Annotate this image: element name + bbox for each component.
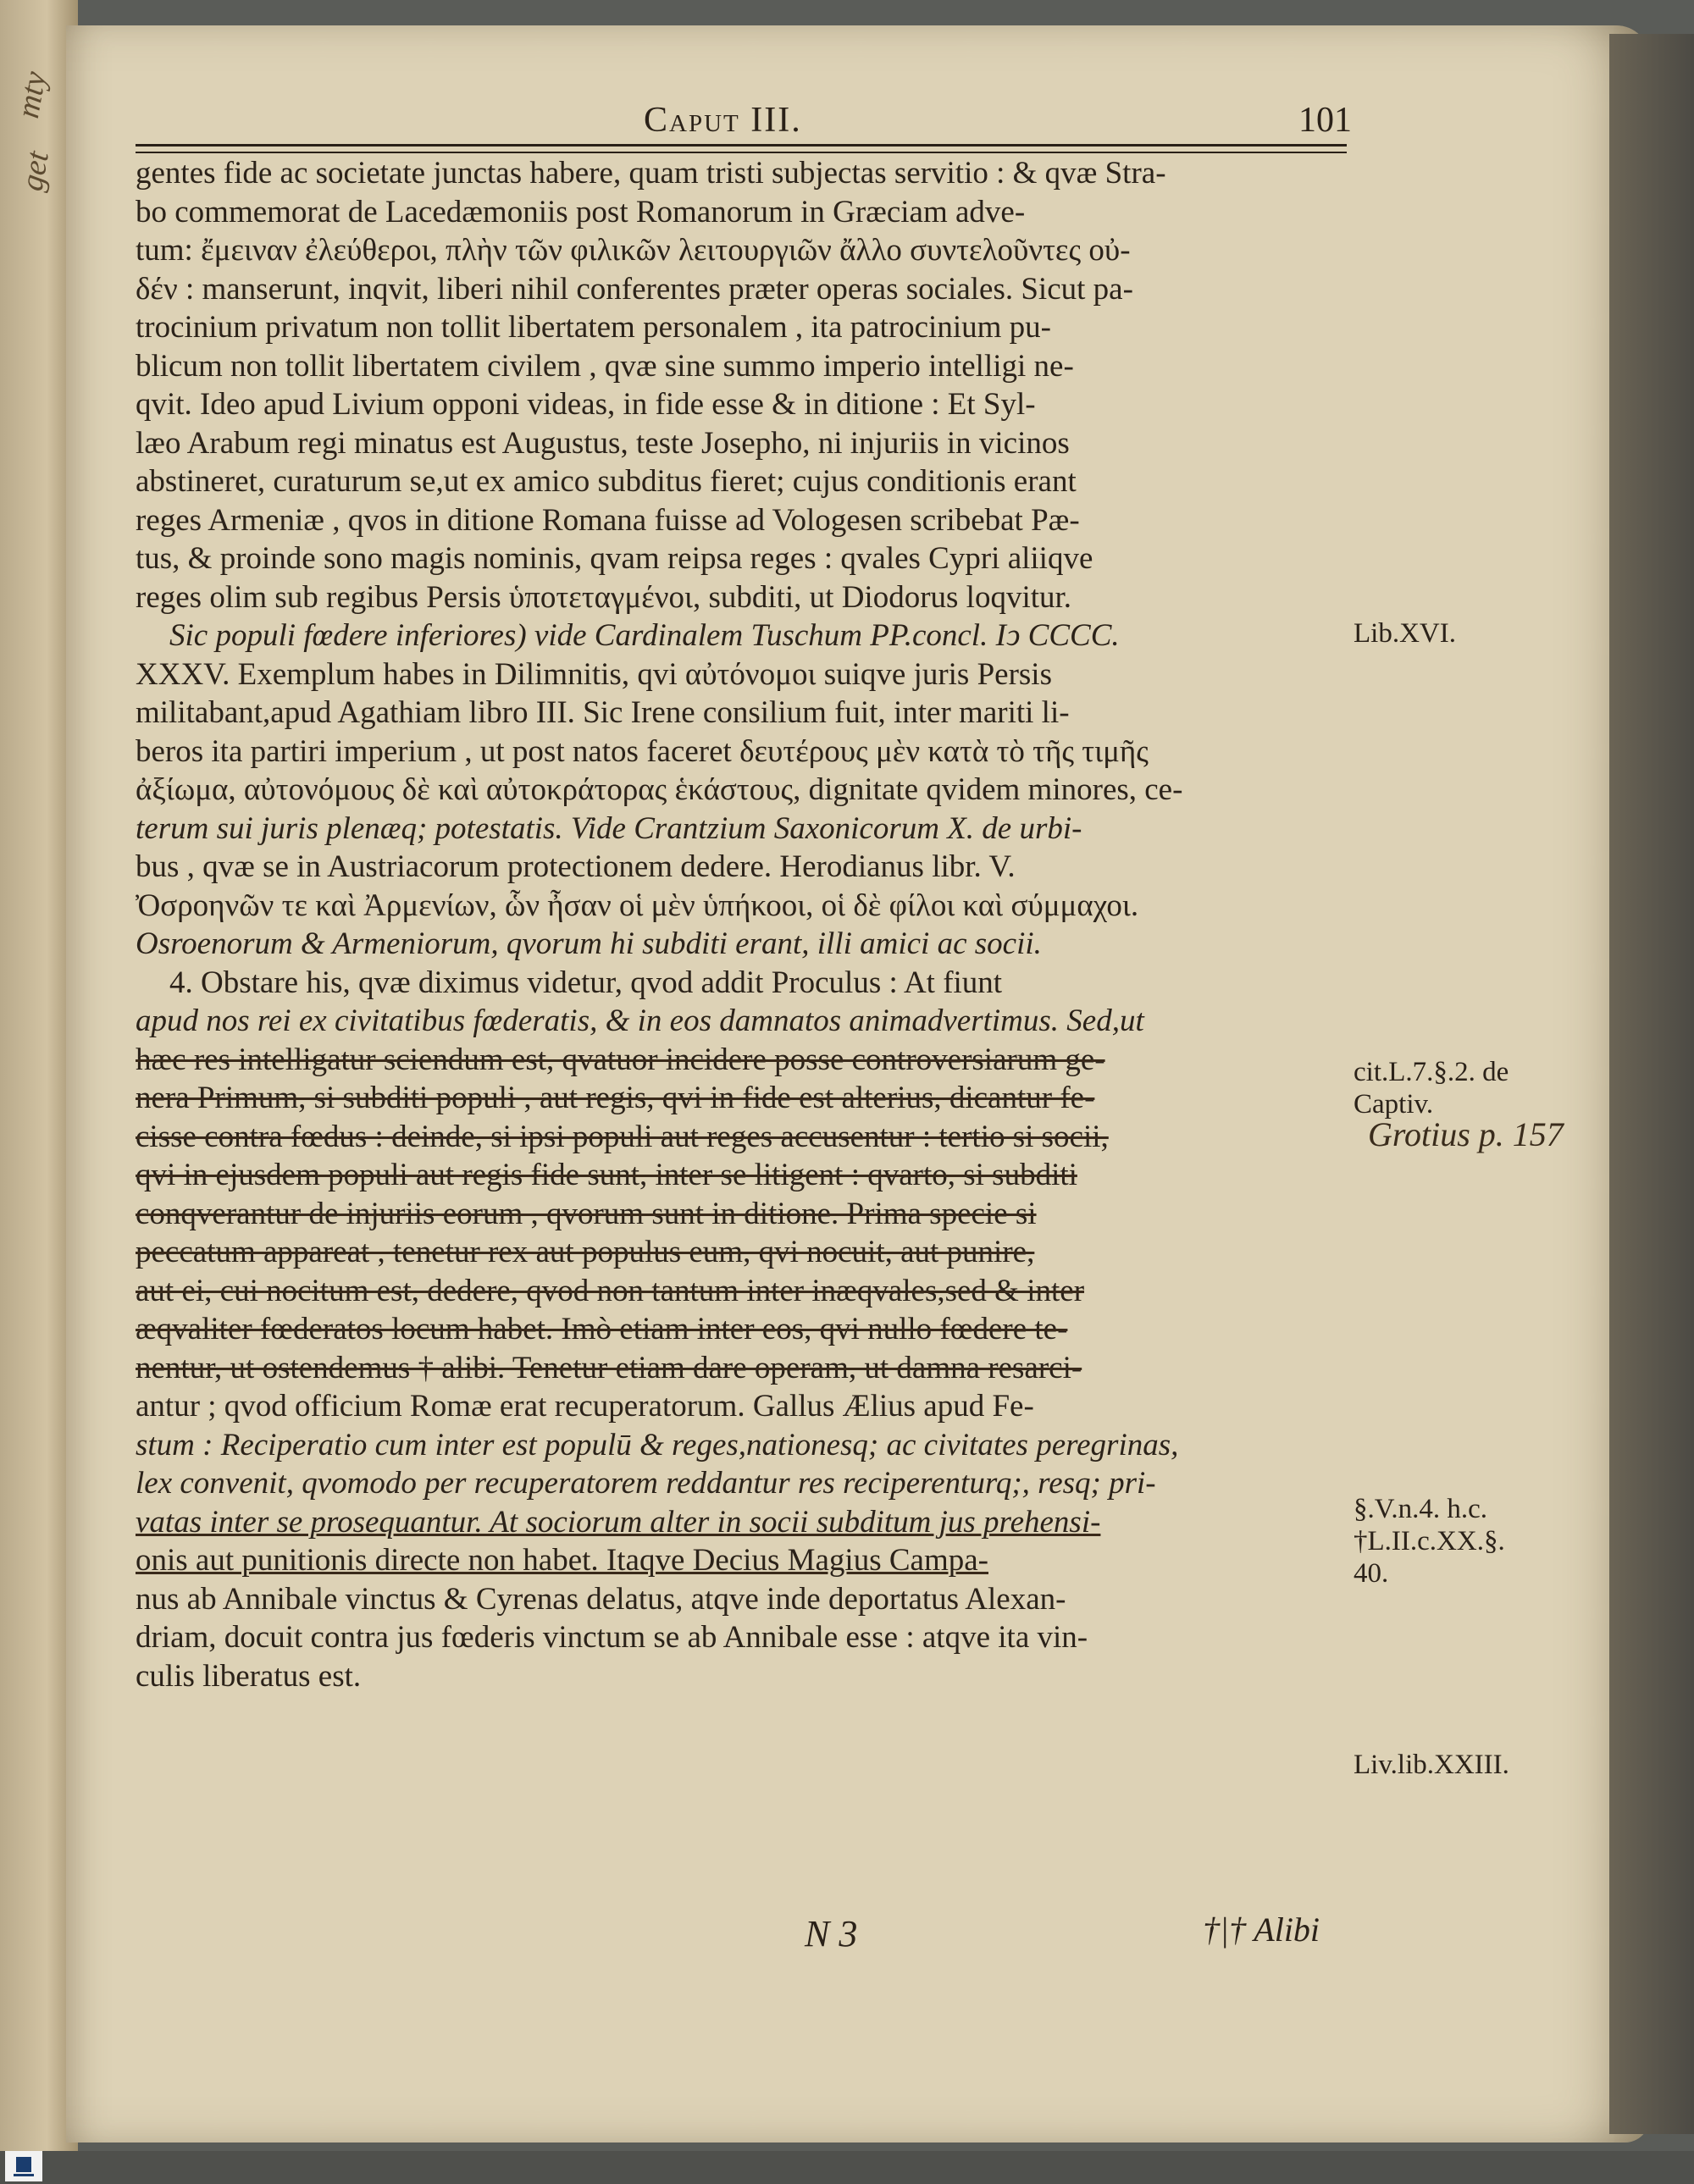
- book-spine: [1609, 34, 1694, 2134]
- text-line: onis aut punitionis directe non habet. Itaqve Decius Magius Campa-: [136, 1543, 988, 1578]
- running-header: [136, 100, 1352, 151]
- text-line: bo commemorat de Lacedæmoniis post Romanorum in Græciam adve-: [136, 194, 1026, 229]
- text-line: aut ei, cui nocitum est, dedere, qvod non tantum inter inæqvales,sed & inter: [136, 1273, 1085, 1308]
- text-line: reges olim sub regibus Persis ὑποτεταγμένοι, subditi, ut Diodorus loqvitur.: [136, 579, 1072, 615]
- margin-note-liv: Liv.lib.XXIII.: [1354, 1750, 1509, 1780]
- margin-note-lib-xvi: Lib.XVI.: [1354, 618, 1456, 649]
- body-text: [136, 154, 1347, 1695]
- text-line: reges Armeniæ , qvos in ditione Romana fuisse ad Vologesen scribebat Pæ-: [136, 502, 1080, 538]
- left-page-scrawl-1: mty: [9, 69, 53, 121]
- viewer-bottom-bar: [0, 2151, 1694, 2184]
- text-line: XXXV. Exemplum habes in Dilimnitis, qvi αὐτόνομοι suiqve juris Persis: [136, 656, 1052, 692]
- text-line: Sic populi fœdere inferiores) vide Cardinalem Tuschum PP.concl. Iↄ CCCC.: [169, 618, 1120, 653]
- text-line: ἀξίωμα, αὐτονόμους δὲ καὶ αὐτοκράτορας ἑκάστους, dignitate qvidem minores, ce-: [136, 772, 1183, 807]
- text-line: nentur, ut ostendemus † alibi. Tenetur etiam dare operam, ut damna resarci-: [136, 1350, 1082, 1385]
- text-line: æqvaliter fœderatos locum habet. Imò etiam inter eos, qvi nullo fœdere te-: [136, 1312, 1068, 1346]
- text-line: qvit. Ideo apud Livium opponi videas, in fide esse & in ditione : Et Syl-: [136, 387, 1036, 422]
- signature-mark: N 3: [805, 1913, 858, 1955]
- text-line: abstineret, curaturum se,ut ex amico subditus fieret; cujus conditionis erant: [136, 464, 1077, 499]
- text-line: hæc res intelligatur sciendum est, qvatuor incidere posse controversiarum ge-: [136, 1042, 1105, 1077]
- text-line: trocinium privatum non tollit libertatem personalem , ita patrocinium pu-: [136, 310, 1051, 345]
- handwritten-margin-note: Grotius p. 157: [1368, 1115, 1564, 1153]
- margin-note-forty: 40.: [1354, 1558, 1389, 1589]
- text-line: antur ; qvod officium Romæ erat recuperatorum. Gallus Ælius apud Fe-: [136, 1389, 1034, 1424]
- text-line: apud nos rei ex civitatibus fœderatis, & in eos damnatos animadvertimus. Sed,ut: [136, 1004, 1144, 1038]
- text-line: culis liberatus est.: [136, 1658, 362, 1694]
- text-line: cisse contra fœdus : deinde, si ipsi populi aut reges accusentur : tertio si socii,: [136, 1119, 1109, 1154]
- text-line: beros ita partiri imperium , ut post natos faceret δευτέρους μὲν κατὰ τὸ τῆς τιμῆς: [136, 733, 1149, 769]
- text-line: 4. Obstare his, qvæ diximus videtur, qvod addit Proculus : At fiunt: [169, 965, 1003, 1000]
- page-number: 101: [1298, 101, 1352, 140]
- margin-note-ref: †L.II.c.XX.§.: [1354, 1526, 1505, 1556]
- text-line: Ὀσροηνῶν τε καὶ Ἀρμενίων, ὧν ἦσαν οἱ μὲν ὑπήκοοι, οἱ δὲ φίλοι καὶ σύμμαχοι.: [136, 887, 1139, 923]
- header-rule: [136, 144, 1347, 153]
- text-line: driam, docuit contra jus fœderis vinctum se ab Annibale esse : atqve ita vin-: [136, 1620, 1088, 1655]
- library-logo-icon: [5, 2151, 42, 2181]
- text-line: peccatum appareat , tenetur rex aut populus eum, qvi nocuit, aut punire,: [136, 1235, 1035, 1269]
- text-line: blicum non tollit libertatem civilem , qvæ sine summo imperio intelligi ne-: [136, 348, 1074, 384]
- margin-note-captiv: Captiv.: [1354, 1089, 1434, 1120]
- text-line: militabant,apud Agathiam libro III. Sic Irene consilium fuit, inter mariti li-: [136, 695, 1070, 730]
- text-line: conqverantur de injuriis eorum , qvorum sunt in ditione. Prima specie si: [136, 1196, 1037, 1231]
- catchword: †|† Alibi: [1203, 1910, 1320, 1949]
- text-line: qvi in ejusdem populi aut regis fide sunt, inter se litigent : qvarto, si subditi: [136, 1158, 1077, 1192]
- margin-note-cit: cit.L.7.§.2. de: [1354, 1057, 1509, 1087]
- text-line: terum sui juris plenæq; potestatis. Vide Crantzium Saxonicorum X. de urbi-: [136, 810, 1082, 846]
- text-line: vatas inter se prosequantur. At sociorum alter in socii subditum jus prehensi-: [136, 1504, 1101, 1540]
- left-page-scrawl-2: get: [14, 148, 56, 194]
- text-line: Osroenorum & Armeniorum, qvorum hi subditi erant, illi amici ac socii.: [136, 926, 1042, 961]
- text-line: δέν : manserunt, inqvit, liberi nihil conferentes præter operas sociales. Sicut pa-: [136, 271, 1133, 307]
- text-line: stum : Reciperatio cum inter est populū & reges,nationesq; ac civitates peregrinas,: [136, 1427, 1179, 1462]
- text-line: tus, & proinde sono magis nominis, qvam reipsa reges : qvales Cypri aliiqve: [136, 541, 1093, 576]
- text-line: bus , qvæ se in Austriacorum protectionem dedere. Herodianus libr. V.: [136, 849, 1016, 884]
- text-line: lex convenit, qvomodo per recuperatorem reddantur res reciperenturq;, resq; pri-: [136, 1466, 1156, 1501]
- text-line: tum: ἔμειναν ἐλεύθεροι, πλὴν τῶν φιλικῶν λειτουργιῶν ἄλλο συντελοῦντες οὐ-: [136, 233, 1131, 268]
- margin-note-section: §.V.n.4. h.c.: [1354, 1494, 1487, 1524]
- text-line: nus ab Annibale vinctus & Cyrenas delatus, atqve inde deportatus Alexan-: [136, 1581, 1066, 1617]
- text-line: læo Arabum regi minatus est Augustus, teste Josepho, ni injuriis in vicinos: [136, 425, 1070, 461]
- text-line: nera Primum, si subditi populi , aut regis, qvi in fide est alterius, dicantur fe-: [136, 1081, 1095, 1115]
- running-title: Caput III.: [644, 101, 802, 140]
- text-line: gentes fide ac societate junctas habere, quam tristi subjectas servitio : & qvæ Stra-: [136, 156, 1166, 191]
